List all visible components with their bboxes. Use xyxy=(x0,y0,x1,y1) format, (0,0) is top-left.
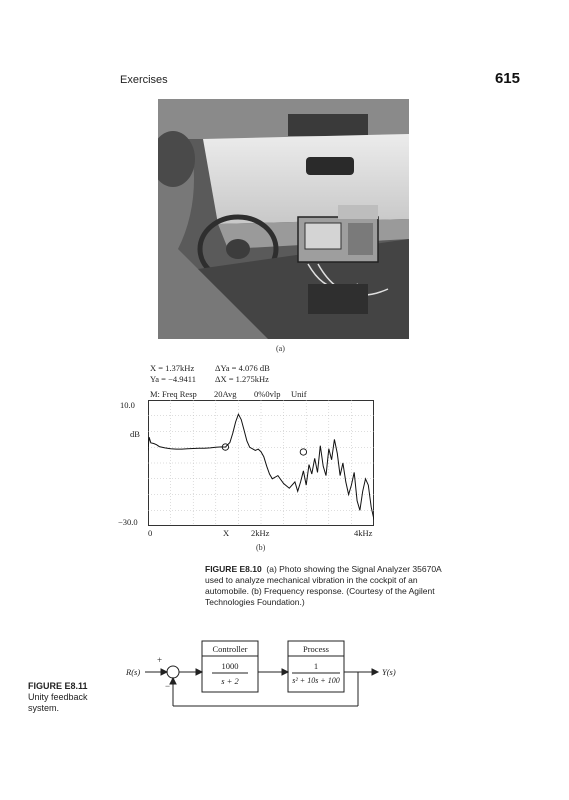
marker-x-readout: X = 1.37kHz xyxy=(150,363,195,373)
output-signal-label: Y(s) xyxy=(382,667,396,677)
figure-e8-11-label: FIGURE E8.11 xyxy=(28,681,88,691)
running-header: Exercises xyxy=(120,74,168,86)
x-tick-marker: X xyxy=(223,528,230,538)
process-denominator: s² + 10s + 100 xyxy=(292,676,340,685)
sum-plus-sign: + xyxy=(157,655,163,665)
delta-x-readout: ΔX = 1.275kHz xyxy=(215,374,269,384)
controller-title: Controller xyxy=(212,644,248,654)
overlap-mode: 0%0vlp xyxy=(254,389,281,399)
controller-numerator: 1000 xyxy=(221,661,239,671)
x-tick-4khz: 4kHz xyxy=(354,528,373,538)
marker-ya-readout: Ya = −4.9411 xyxy=(150,374,196,384)
figure-e8-10-text: (a) Photo showing the Signal Analyzer 35670A used to analyze mechanical vibration in the cockpit of an automobile. (b) Frequency response. (Courtesy of the Agilent Technologies Foundation.) xyxy=(205,564,442,607)
page-number: 615 xyxy=(494,70,520,87)
window-mode: Unif xyxy=(291,389,307,399)
x-tick-0: 0 xyxy=(148,528,153,538)
sum-minus-sign: − xyxy=(165,681,171,691)
x-tick-2khz: 2kHz xyxy=(251,528,270,538)
input-signal-label: R(s) xyxy=(126,667,141,677)
process-title: Process xyxy=(303,644,329,654)
measurement-mode: M: Freq Resp xyxy=(150,389,197,399)
subfigure-a-label: (a) xyxy=(276,344,285,353)
figure-e8-11-text: Unity feedback system. xyxy=(28,692,88,713)
y-tick-bottom: −30.0 xyxy=(118,517,138,527)
figure-e8-11-caption xyxy=(28,681,108,714)
average-mode: 20Avg xyxy=(214,389,237,399)
y-axis-label: dB xyxy=(130,429,140,439)
y-tick-top: 10.0 xyxy=(120,400,135,410)
subfigure-b-label: (b) xyxy=(256,543,266,552)
process-numerator: 1 xyxy=(313,661,319,671)
figure-e8-10-label: FIGURE E8.10 xyxy=(205,564,262,574)
delta-ya-readout: ΔYa = 4.076 dB xyxy=(215,363,270,373)
controller-denominator: s + 2 xyxy=(221,676,239,686)
